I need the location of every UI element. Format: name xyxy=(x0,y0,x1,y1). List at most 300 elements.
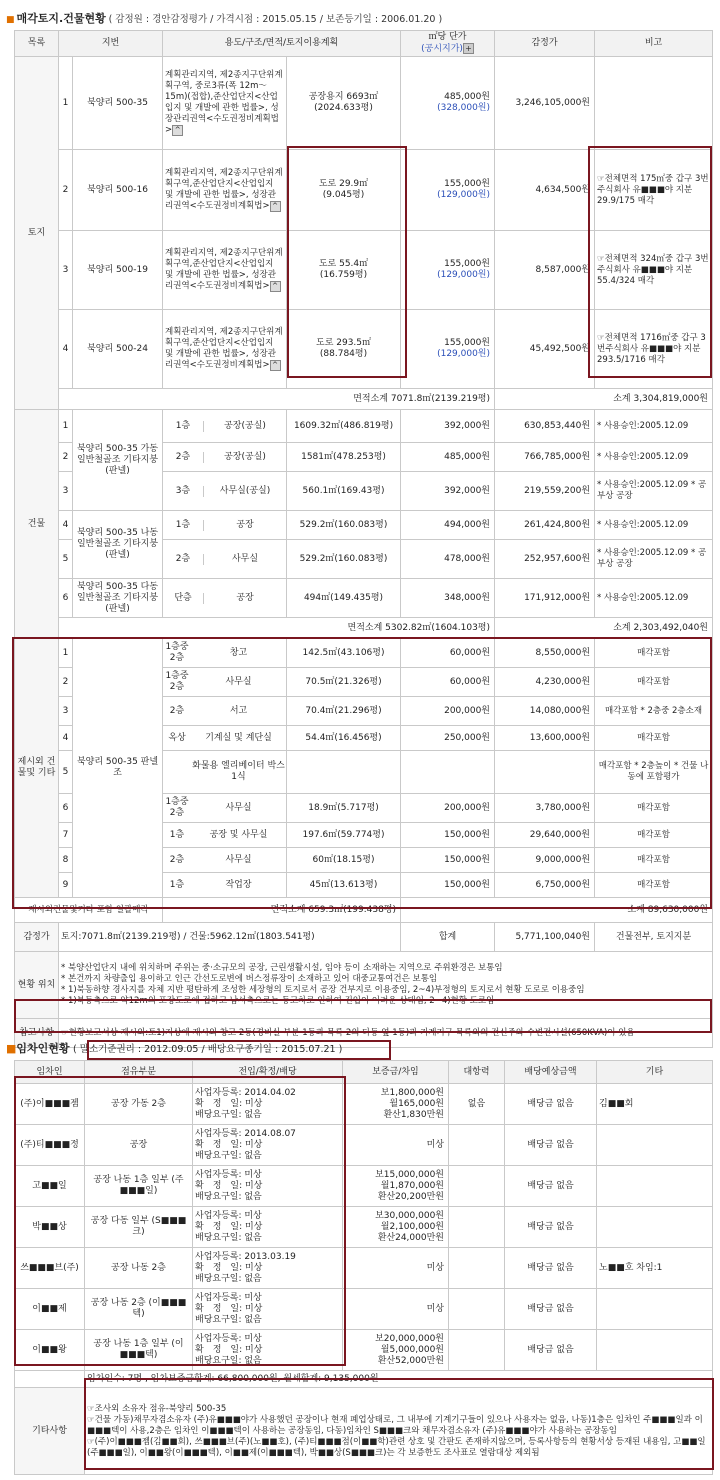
appraisal-value: 3,780,000원 xyxy=(495,794,595,823)
building-area: 529.2㎡(160.083평) xyxy=(287,511,401,540)
tenant-row xyxy=(15,1207,713,1248)
tenant-money-line: 월2,100,000원 xyxy=(380,1221,444,1232)
tenant-info-line: 확 정 일: 미상 xyxy=(195,1344,263,1355)
tenant-info-line: 사업자등록: 2014.08.07 xyxy=(195,1128,296,1139)
use: 사무실 xyxy=(225,802,252,813)
land-area-m2: 도로 293.5㎡ xyxy=(316,338,372,348)
appraisal-value: 252,957,600원 xyxy=(495,540,595,579)
floor-use-wrap xyxy=(163,486,286,497)
land-subtotal-area: 면적소계 7071.8㎡(2139.219평) xyxy=(59,389,495,410)
appraisal-value: 14,080,000원 xyxy=(495,697,595,726)
floor-use xyxy=(163,639,287,668)
tenant-other-text xyxy=(85,1388,713,1475)
tenant-name: (주)이■■■젬 xyxy=(15,1084,85,1125)
floor-use-wrap xyxy=(163,593,286,604)
etc-area: 18.9㎡(5.717평) xyxy=(287,794,401,823)
etc-subtotal-area: 면적소계 659.3㎡(199.438평) xyxy=(163,898,401,923)
tenant-row xyxy=(15,1289,713,1330)
unit-price xyxy=(401,150,495,231)
building-area: 529.2㎡(160.083평) xyxy=(287,540,401,579)
tenant-part: 공장 나동 2층 xyxy=(85,1248,193,1289)
tenant-info-line: 확 정 일: 미상 xyxy=(195,1139,263,1150)
floor-use xyxy=(163,823,287,848)
col-unit-price: ㎡당 단가 (공시지가) + xyxy=(401,31,495,57)
col-move-in: 전입/확정/배당 xyxy=(193,1061,343,1084)
land-plan-text: 계획관리지역, 제2종지구단위계획구역,준산업단지<산업입지 및 개발에 관한 법률>, 성장관리권역<수도권정비계획법> xyxy=(165,248,283,291)
unit-price-value: 485,000원 xyxy=(444,92,491,102)
tenant-summary-label xyxy=(15,1371,85,1388)
unit-price-value: 155,000원 xyxy=(444,259,491,269)
land-row xyxy=(15,310,713,389)
unit-price: 348,000원 xyxy=(401,579,495,618)
floor-use-wrap xyxy=(163,706,286,717)
tenant-other-line: ☞조사외 소유자 점유-북양리 500-35 xyxy=(87,1403,227,1414)
tenant-row xyxy=(15,1125,713,1166)
floor-use-wrap xyxy=(163,642,286,664)
land-area xyxy=(287,150,401,231)
building-note: * 사용승인:2005.12.09 xyxy=(595,443,713,472)
tenant-part: 공장 xyxy=(85,1125,193,1166)
jibun-cell: 북양리 500-16 xyxy=(73,150,163,231)
floor-use-wrap xyxy=(163,452,286,463)
tenant-dividend: 배당금 없음 xyxy=(505,1248,597,1289)
land-plan xyxy=(163,231,287,310)
etc-subtotal-value: 소계 89,630,000원 xyxy=(401,898,713,923)
row-number: 4 xyxy=(59,310,73,389)
col-list: 목록 xyxy=(15,31,59,57)
appraisal-value: 6,750,000원 xyxy=(495,873,595,898)
tenant-name: 이■■제 xyxy=(15,1289,85,1330)
tenant-money-line: 환산52,000만원 xyxy=(377,1355,444,1366)
row-number: 5 xyxy=(59,540,73,579)
etc-note: 매각포함 xyxy=(595,848,713,873)
floor: 1층중 2층 xyxy=(165,642,189,663)
tenant-etc xyxy=(597,1125,713,1166)
land-area xyxy=(287,231,401,310)
etc-area: 197.6㎡(59.774평) xyxy=(287,823,401,848)
building-row xyxy=(15,511,713,540)
etc-area: 70.5㎡(21.326평) xyxy=(287,668,401,697)
use: 창고 xyxy=(229,647,248,658)
land-area-m2: 도로 29.9㎡ xyxy=(318,179,369,189)
land-note: ☞전체면적 324㎡중 갑구 3번주식회사 유■■■야 지분 55.4/324 매각 xyxy=(595,231,713,310)
row-number: 3 xyxy=(59,231,73,310)
tenant-power xyxy=(449,1166,505,1207)
expand-plus-icon[interactable]: + xyxy=(463,43,474,54)
collapse-icon[interactable]: ^ xyxy=(270,360,281,371)
unit-price: 392,000원 xyxy=(401,472,495,511)
land-plan xyxy=(163,57,287,150)
tenant-header xyxy=(6,1040,342,1056)
appraisal-value: 8,550,000원 xyxy=(495,639,595,668)
tenant-info-line: 배당요구일: 없음 xyxy=(195,1109,262,1120)
tenant-info-line: 배당요구일: 없음 xyxy=(195,1314,262,1325)
col-appraisal: 감정가 xyxy=(495,31,595,57)
building-jibun: 북양리 500-35 나동 일반철골조 기타지붕(판넬) xyxy=(73,511,163,579)
tenant-money xyxy=(343,1125,449,1166)
tenant-power xyxy=(449,1248,505,1289)
tenant-power xyxy=(449,1207,505,1248)
unit-price xyxy=(401,310,495,389)
row-number: 3 xyxy=(59,472,73,511)
tenant-info-line: 사업자등록: 미상 xyxy=(195,1292,262,1303)
use: 사무실 xyxy=(231,553,259,564)
floor: 단층 xyxy=(163,593,204,604)
bullet-icon: ■ xyxy=(6,15,15,25)
land-note: ☞전체면적 1716㎡중 갑구 3번주식회사 유■■■야 지분 293.5/1716 매각 xyxy=(595,310,713,389)
tenant-etc xyxy=(597,1289,713,1330)
tenant-money xyxy=(343,1084,449,1125)
tenant-row xyxy=(15,1084,713,1125)
land-row xyxy=(15,150,713,231)
official-price-value: (129,000원) xyxy=(437,190,491,200)
tenant-name: 이■■왕 xyxy=(15,1330,85,1371)
tenant-table xyxy=(14,1060,713,1475)
etc-note: 매각포함 * 2층중 2층소재 xyxy=(595,697,713,726)
col-opposing: 대항력 xyxy=(449,1061,505,1084)
location-text xyxy=(59,952,713,1019)
unit-price: 200,000원 xyxy=(401,697,495,726)
tenant-etc xyxy=(597,1166,713,1207)
tenant-money-line: 환산24,000만원 xyxy=(377,1232,444,1243)
tenant-etc xyxy=(597,1330,713,1371)
tenant-row xyxy=(15,1248,713,1289)
appraisal-value: 13,600,000원 xyxy=(495,726,595,751)
floor: 1층중 2층 xyxy=(165,671,189,692)
tenant-other-line: ☞건물 가동)채무자겸소유자 (주)유■■■야가 사용했던 공장이나 현재 폐업상태로, 그 내부에 기계기구들이 있으나 사용자는 없음, 나동)1층은 임차인 주■■■일과 이■■■텍이 사용,2층은 임차인 이■■■텍이 사용하는 공장동임, 다동)임차인 S■■■크와 채무자겸소유자 (주)유■■■야가 사용하는 공장동임 xyxy=(87,1414,703,1436)
building-note: * 사용승인:2005.12.09 * 공부상 공장 xyxy=(595,472,713,511)
tenant-info-line: 배당요구일: 없음 xyxy=(195,1150,262,1161)
tenant-info-line: 배당요구일: 없음 xyxy=(195,1191,262,1202)
floor-use xyxy=(163,751,287,794)
building-area: 494㎡(149.435평) xyxy=(287,579,401,618)
tenant-summary: 임차인수: 7명 , 임차보증금합계: 66,800,000원, 월세합계: 9,135,000원 xyxy=(85,1371,713,1388)
floor: 1층 xyxy=(163,421,204,432)
col-deposit: 보증금/차임 xyxy=(343,1061,449,1084)
appraisal-note: 건물전부, 토지지분 xyxy=(595,923,713,952)
table-header xyxy=(15,31,713,57)
appraisal-value xyxy=(495,751,595,794)
use: 공장 및 사무실 xyxy=(209,829,268,840)
tenant-dividend: 배당금 없음 xyxy=(505,1207,597,1248)
col-jibun: 지번 xyxy=(59,31,163,57)
tenant-info xyxy=(193,1330,343,1371)
floor-use-wrap xyxy=(163,733,286,744)
land-plan-text: 계획관리지역, 제2종지구단위계획구역,준산업단지<산업입지 및 개발에 관한 법률>, 성장관리권역<수도권정비계획법> xyxy=(165,168,283,211)
location-line: * 북양산업단지 내에 위치하며 주위는 중·소규모의 공장, 근린생활시설, 임야 등이 소재하는 지역으로 주위환경은 보통임 xyxy=(61,963,503,973)
appraisal-value: 219,559,200원 xyxy=(495,472,595,511)
tenant-dividend: 배당금 없음 xyxy=(505,1166,597,1207)
use: 화물용 엘리베이터 박스 1식 xyxy=(192,761,285,782)
jibun-cell: 북양리 500-24 xyxy=(73,310,163,389)
tenant-money-line: 보20,000,000원 xyxy=(375,1333,444,1344)
building-area: 1581㎡(478.253평) xyxy=(287,443,401,472)
tenant-name: (주)티■■■정 xyxy=(15,1125,85,1166)
use: 기계실 및 계단실 xyxy=(205,732,272,743)
unit-price: 478,000원 xyxy=(401,540,495,579)
etc-row xyxy=(15,639,713,668)
tenant-money xyxy=(343,1330,449,1371)
land-plan xyxy=(163,310,287,389)
tenant-money-line: 미상 xyxy=(426,1303,444,1314)
jibun-cell: 북양리 500-35 xyxy=(73,57,163,150)
collapse-icon[interactable]: ^ xyxy=(270,201,281,212)
tenant-info xyxy=(193,1289,343,1330)
land-note xyxy=(595,57,713,150)
tenant-info-line: 사업자등록: 미상 xyxy=(195,1210,262,1221)
row-number: 6 xyxy=(59,579,73,618)
col-official-price: (공시지가) xyxy=(421,44,463,54)
row-number: 6 xyxy=(59,794,73,823)
etc-subtotal-label: 제시외건물및기타 포함 일괄매각 xyxy=(15,898,163,923)
official-price-value: (129,000원) xyxy=(437,270,491,280)
land-area-pyeong: (16.759평) xyxy=(319,270,368,280)
etc-note: 매각포함 xyxy=(595,823,713,848)
floor-use-wrap xyxy=(163,554,286,565)
floor-use-wrap xyxy=(163,830,286,841)
tenant-row xyxy=(15,1330,713,1371)
building-area: 1609.32㎡(486.819평) xyxy=(287,410,401,443)
unit-price xyxy=(401,57,495,150)
tenant-info-line: 사업자등록: 미상 xyxy=(195,1169,262,1180)
tenant-money xyxy=(343,1289,449,1330)
tenant-other-line: ☞(주)이■■■젬(김■■회), 쓰■■■브(주)(노■■호), (주)티■■■점(이■■학)관련 상호 및 간판도 존재하지않으며, 등록사항등의 현황서상 등재된 내용임, 고■■일(주■■■일), 이■■왕(이■■■텍), 이■■제(이■■■텍), 박■■상(S■■■크)는 각 보증한도 조사표로 열람대상 제외됨 xyxy=(87,1436,706,1458)
floor-use-wrap xyxy=(163,880,286,891)
reference-text: ☞현황보고서상 제시외:토1)지상에 제시외 창고 2동(경비실 부분 1동과 목록 2의 다동 옆 1동)과 기계기구 목록외의 전신주와 수변전시설(650KVA)이 있음 xyxy=(59,1019,713,1048)
unit-price: 250,000원 xyxy=(401,726,495,751)
tenant-info xyxy=(193,1084,343,1125)
unit-price: 150,000원 xyxy=(401,823,495,848)
tenant-etc: 김■■회 xyxy=(597,1084,713,1125)
etc-area xyxy=(287,751,401,794)
unit-price xyxy=(401,231,495,310)
building-note: * 사용승인:2005.12.09 * 공부상 공장 xyxy=(595,540,713,579)
use: 공장 xyxy=(236,519,254,530)
tenant-part: 공장 나동 2층 (이■■■텍) xyxy=(85,1289,193,1330)
tenant-etc xyxy=(597,1207,713,1248)
land-note: ☞전체면적 175㎡중 갑구 3번주식회사 유■■■야 지분 29.9/175 매각 xyxy=(595,150,713,231)
floor: 1층중 2층 xyxy=(165,797,189,818)
col-note: 비고 xyxy=(595,31,713,57)
etc-area: 70.4㎡(21.296평) xyxy=(287,697,401,726)
etc-note: 매각포함 xyxy=(595,639,713,668)
land-area xyxy=(287,57,401,150)
building-label: 건물 xyxy=(15,410,59,639)
tenant-name: 박■■상 xyxy=(15,1207,85,1248)
row-number: 4 xyxy=(59,726,73,751)
tenant-info xyxy=(193,1166,343,1207)
section-title: 매각토지.건물현황 xyxy=(16,12,106,25)
appraisal-value: 766,785,000원 xyxy=(495,443,595,472)
land-area-m2: 공장용지 6693㎡ xyxy=(308,92,379,102)
floor-use xyxy=(163,697,287,726)
tenant-power xyxy=(449,1330,505,1371)
etc-area: 60㎡(18.15평) xyxy=(287,848,401,873)
col-occupied: 점유부분 xyxy=(85,1061,193,1084)
floor-use-wrap xyxy=(163,520,286,531)
official-price-value: (328,000원) xyxy=(437,103,491,113)
building-subtotal-value: 소계 2,303,492,040원 xyxy=(495,618,713,639)
tenant-info-line: 배당요구일: 없음 xyxy=(195,1273,262,1284)
appraisal-value: 45,492,500원 xyxy=(495,310,595,389)
floor: 3층 xyxy=(163,486,204,497)
land-plan-text: 계획관리지역, 제2종지구단위계획구역,준산업단지<산업입지 및 개발에 관한 법률>, 성장관리권역<수도권정비계획법> xyxy=(165,327,283,370)
use: 공장 xyxy=(236,592,254,603)
floor: 2층 xyxy=(169,854,185,865)
tenant-money xyxy=(343,1166,449,1207)
etc-area: 45㎡(13.613평) xyxy=(287,873,401,898)
tenant-money-line: 환산20,200만원 xyxy=(377,1191,444,1202)
unit-price: 60,000원 xyxy=(401,668,495,697)
use: 서고 xyxy=(229,705,248,716)
etc-area: 54.4㎡(16.456평) xyxy=(287,726,401,751)
land-plan-text: 계획관리지역, 제2종지구단위계획구역, 중로3류(폭 12m～15m)(접합),준산업단지<산업입지 및 개발에 관한 법률>, 성장관리권역<수도권정비계획법> xyxy=(165,70,283,135)
jibun-cell: 북양리 500-19 xyxy=(73,231,163,310)
tenant-info xyxy=(193,1207,343,1248)
tenant-info-line: 확 정 일: 미상 xyxy=(195,1303,263,1314)
unit-price: 200,000원 xyxy=(401,794,495,823)
tenant-part: 공장 나동 1층 일부 (이■■■텍) xyxy=(85,1330,193,1371)
appraisal-row xyxy=(15,923,713,952)
unit-price: 150,000원 xyxy=(401,873,495,898)
location-label: 현황 위치 xyxy=(15,952,59,1019)
etc-jibun: 북양리 500-35 판넬조 xyxy=(73,639,163,898)
floor-use-wrap xyxy=(163,761,286,783)
unit-price: 60,000원 xyxy=(401,639,495,668)
row-number: 2 xyxy=(59,150,73,231)
building-subtotal-row xyxy=(15,618,713,639)
tenant-info-line: 배당요구일: 없음 xyxy=(195,1232,262,1243)
floor: 2층 xyxy=(169,705,185,716)
land-label: 토지 xyxy=(15,57,59,410)
tenant-info xyxy=(193,1248,343,1289)
floor: 옥상 xyxy=(168,732,186,743)
row-number: 5 xyxy=(59,751,73,794)
row-number: 8 xyxy=(59,848,73,873)
appraisal-value: 4,230,000원 xyxy=(495,668,595,697)
floor: 1층 xyxy=(163,520,204,531)
tenant-info-line: 확 정 일: 미상 xyxy=(195,1098,263,1109)
floor: 1층 xyxy=(169,879,185,890)
appraisal-detail: 토지:7071.8㎡(2139.219평) / 건물:5962.12㎡(1803.541평) xyxy=(59,923,401,952)
tenant-info-line: 확 정 일: 미상 xyxy=(195,1221,263,1232)
section-meta: ( 감정원 : 경안감정평가 / 가격시점 : 2015.05.15 / 보존등기일 : 2006.01.20 ) xyxy=(108,14,443,25)
use: 사무실 xyxy=(225,676,252,687)
collapse-icon[interactable]: ^ xyxy=(270,281,281,292)
collapse-icon[interactable]: ^ xyxy=(172,125,183,136)
tenant-other-label: 기타사항 xyxy=(15,1388,85,1475)
unit-price-value: 155,000원 xyxy=(444,179,491,189)
use: 공장(공실) xyxy=(224,451,266,462)
tenant-money xyxy=(343,1207,449,1248)
land-row xyxy=(15,57,713,150)
appraisal-value: 29,640,000원 xyxy=(495,823,595,848)
tenant-part: 공장 다동 일부 (S■■■크) xyxy=(85,1207,193,1248)
land-area-m2: 도로 55.4㎡ xyxy=(318,259,369,269)
tenant-etc: 노■■호 차임:1 xyxy=(597,1248,713,1289)
land-area-pyeong: (88.784평) xyxy=(319,349,368,359)
tenant-dividend: 배당금 없음 xyxy=(505,1125,597,1166)
floor-use-wrap xyxy=(163,671,286,693)
col-usage: 용도/구조/면적/토지이용계획 xyxy=(163,31,401,57)
appraisal-value: 3,246,105,000원 xyxy=(495,57,595,150)
tenant-money-line: 미상 xyxy=(426,1262,444,1273)
floor: 2층 xyxy=(163,554,204,565)
row-number: 1 xyxy=(59,639,73,668)
location-line: * 1)북동하향 경사지를 자체 지반 평탄하게 조성한 세장형의 토지로서 공장 건부지로 이용중임, 2~4)부정형의 토지로서 현황 도로로 이용중임 xyxy=(61,985,585,995)
use: 사무실 xyxy=(225,854,252,865)
floor-use xyxy=(163,410,287,443)
building-subtotal-area: 면적소계 5302.82㎡(1604.103평) xyxy=(59,618,495,639)
tenant-money-line: 보1,800,000원 xyxy=(380,1087,444,1098)
appraisal-value: 9,000,000원 xyxy=(495,848,595,873)
floor-use-wrap xyxy=(163,797,286,819)
floor-use xyxy=(163,848,287,873)
etc-label: 제시외 건물및 기타 xyxy=(15,639,59,898)
row-number: 1 xyxy=(59,410,73,443)
tenant-part: 공장 나동 1층 일부 (주■■■일) xyxy=(85,1166,193,1207)
land-area-pyeong: (2024.633평) xyxy=(314,103,373,113)
row-number: 3 xyxy=(59,697,73,726)
building-row xyxy=(15,410,713,443)
tenant-meta: ( 말소기준권리 : 2012.09.05 / 배당요구종기일 : 2015.07.21 ) xyxy=(73,1044,343,1055)
land-area-pyeong: (9.045평) xyxy=(322,190,365,200)
unit-price: 150,000원 xyxy=(401,848,495,873)
tenant-row xyxy=(15,1166,713,1207)
appraisal-value: 630,853,440원 xyxy=(495,410,595,443)
row-number: 2 xyxy=(59,443,73,472)
tenant-money-line: 월1,870,000원 xyxy=(380,1180,444,1191)
tenant-dividend: 배당금 없음 xyxy=(505,1289,597,1330)
tenant-name: 고■■일 xyxy=(15,1166,85,1207)
tenant-money-line: 환산1,830만원 xyxy=(383,1109,444,1120)
col-dividend: 배당예상금액 xyxy=(505,1061,597,1084)
tenant-info-line: 확 정 일: 미상 xyxy=(195,1180,263,1191)
etc-note: 매각포함 xyxy=(595,668,713,697)
appraisal-sum-label: 합계 xyxy=(401,923,495,952)
use: 사무실(공실) xyxy=(219,485,271,496)
etc-area: 142.5㎡(43.106평) xyxy=(287,639,401,668)
reference-label: 참고사항 xyxy=(15,1019,59,1048)
land-row xyxy=(15,231,713,310)
etc-note: 매각포함 * 2층높이 * 건물 나동에 포함평가 xyxy=(595,751,713,794)
tenant-info-line: 사업자등록: 2013.03.19 xyxy=(195,1251,296,1262)
tenant-summary-row xyxy=(15,1371,713,1388)
building-jibun: 북양리 500-35 다동 일반철골조 기타지붕(판넬) xyxy=(73,579,163,618)
building-note: * 사용승인:2005.12.09 xyxy=(595,511,713,540)
row-number: 9 xyxy=(59,873,73,898)
col-etc: 기타 xyxy=(597,1061,713,1084)
etc-subtotal-row xyxy=(15,898,713,923)
tenant-part: 공장 가동 2층 xyxy=(85,1084,193,1125)
appraisal-total: 5,771,100,040원 xyxy=(495,923,595,952)
floor-use xyxy=(163,540,287,579)
tenant-dividend: 배당금 없음 xyxy=(505,1330,597,1371)
location-line: * 1)북동측으로 약12m의 포장도로에 접하고 남서측으로는 등고차로 인하여 진입이 어려운 상태임, 2~4)현황 도로임 xyxy=(61,996,495,1006)
floor: 2층 xyxy=(163,452,204,463)
tenant-money-line: 월165,000원 xyxy=(389,1098,444,1109)
floor-use xyxy=(163,511,287,540)
etc-note: 매각포함 xyxy=(595,873,713,898)
floor-use-wrap xyxy=(163,855,286,866)
unit-price: 392,000원 xyxy=(401,410,495,443)
building-area: 560.1㎡(169.43평) xyxy=(287,472,401,511)
location-row xyxy=(15,952,713,1019)
tenant-info-line: 배당요구일: 없음 xyxy=(195,1355,262,1366)
land-subtotal-value: 소계 3,304,819,000원 xyxy=(495,389,713,410)
appraisal-value: 261,424,800원 xyxy=(495,511,595,540)
tenant-table-header xyxy=(15,1061,713,1084)
